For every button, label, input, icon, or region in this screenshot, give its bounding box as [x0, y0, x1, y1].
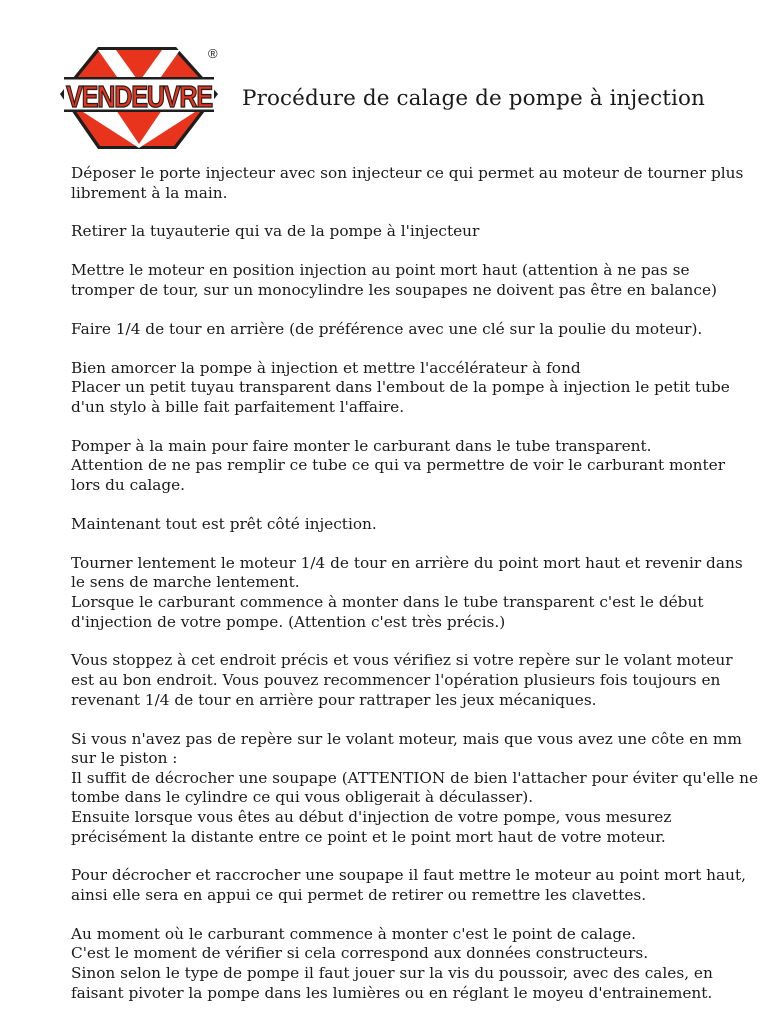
- paragraph-line: lors du calage.: [71, 476, 186, 495]
- paragraph-line: Pomper à la main pour faire monter le carburant dans le tube transparent.: [71, 436, 652, 455]
- paragraph: [71, 651, 731, 710]
- paragraph: [71, 553, 743, 632]
- paragraph: [71, 729, 759, 848]
- paragraph-line: précisément la distante entre ce point et le point mort haut de votre moteur.: [71, 827, 666, 846]
- paragraph-line: Tourner lentement le moteur 1/4 de tour en arrière du point mort haut et revenir dans: [71, 553, 743, 572]
- paragraph-line: Bien amorcer la pompe à injection et mettre l'accélérateur à fond: [71, 358, 581, 377]
- paragraph-line: Mettre le moteur en position injection au point mort haut (attention à ne pas se: [71, 261, 690, 280]
- paragraph: [71, 222, 731, 242]
- logo-wordmark: VENDEUVRE: [66, 79, 213, 114]
- paragraph-line: Maintenant tout est prêt côté injection.: [71, 514, 377, 533]
- registered-mark: ®: [208, 46, 218, 61]
- paragraph-line: est au bon endroit. Vous pouvez recommencer l'opération plusieurs fois toujours en: [71, 671, 721, 690]
- paragraph-line: ainsi elle sera en appui ce qui permet de retirer ou remettre les clavettes.: [71, 886, 647, 904]
- paragraph-line: d'un stylo à bille fait parfaitement l'affaire.: [71, 397, 405, 416]
- paragraph: [71, 437, 731, 496]
- paragraph-line: Faire 1/4 de tour en arrière (de préférence avec une clé sur la poulie du moteur).: [71, 319, 703, 338]
- paragraph: [71, 359, 731, 418]
- paragraph-line: revenant 1/4 de tour en arrière pour rattraper les jeux mécaniques.: [71, 690, 597, 709]
- paragraph-line: Si vous n'avez pas de repère sur le volant moteur, mais que vous avez une côte en mm: [71, 729, 742, 748]
- paragraph-line: librement à la main.: [71, 183, 228, 202]
- paragraph-line: tombe dans le cylindre ce qui vous obligerait à déculasser).: [71, 788, 534, 807]
- paragraph: [71, 925, 731, 1003]
- document-body: [71, 164, 759, 1023]
- paragraph: [71, 164, 744, 203]
- paragraph-line: le sens de marche lentement.: [71, 573, 300, 592]
- paragraph-line: faisant pivoter la pompe dans les lumières ou en réglant le moyeu d'entrainement.: [71, 983, 713, 1002]
- paragraph-line: Au moment où le carburant commence à monter c'est le point de calage.: [71, 924, 637, 943]
- paragraph: [71, 261, 731, 300]
- paragraph-line: Il suffit de décrocher une soupape (ATTENTION de bien l'attacher pour éviter qu'elle ne: [71, 768, 759, 787]
- paragraph: [71, 866, 747, 905]
- paragraph-line: d'injection de votre pompe. (Attention c'est très précis.): [71, 612, 506, 631]
- paragraph: [71, 320, 731, 340]
- paragraph-line: Attention de ne pas remplir ce tube ce qui va permettre de voir le carburant monter: [71, 456, 726, 475]
- paragraph-line: Placer un petit tuyau transparent dans l'embout de la pompe à injection le petit tube: [71, 378, 730, 397]
- paragraph-line: Lorsque le carburant commence à monter dans le tube transparent c'est le début: [71, 592, 704, 611]
- paragraph-line: sur le piston :: [71, 749, 178, 768]
- paragraph-line: C'est le moment de vérifier si cela correspond aux données constructeurs.: [71, 944, 649, 963]
- paragraph: [71, 515, 731, 535]
- paragraph-line: Sinon selon le type de pompe il faut jouer sur la vis du poussoir, avec des cales, en: [71, 964, 713, 983]
- vendeuvre-logo: [58, 44, 228, 152]
- paragraph-line: Pour décrocher et raccrocher une soupape il faut mettre le moteur au point mort haut,: [71, 866, 747, 885]
- paragraph-line: Vous stoppez à cet endroit précis et vous vérifiez si votre repère sur le volant moteur: [71, 651, 733, 670]
- paragraph-line: Ensuite lorsque vous êtes au début d'injection de votre pompe, vous mesurez: [71, 807, 672, 826]
- paragraph-line: Retirer la tuyauterie qui va de la pompe à l'injecteur: [71, 222, 480, 241]
- paragraph-line: Déposer le porte injecteur avec son injecteur ce qui permet au moteur de tourner plus: [71, 164, 744, 182]
- document-title: Procédure de calage de pompe à injection: [242, 86, 705, 111]
- paragraph-line: tromper de tour, sur un monocylindre les soupapes ne doivent pas être en balance): [71, 280, 717, 299]
